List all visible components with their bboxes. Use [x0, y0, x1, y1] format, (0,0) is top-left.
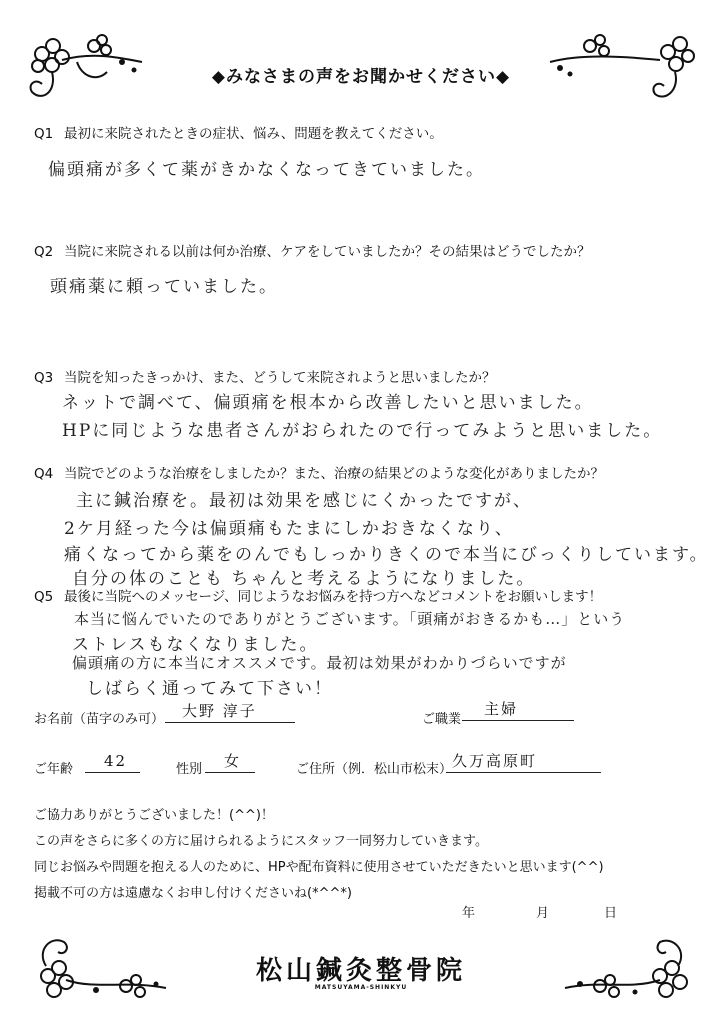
closing-line-4: 掲載不可の方は遠慮なくお申し付けくださいね(*^^*) — [34, 886, 352, 901]
question-number: Q5 — [34, 589, 54, 605]
age-underline — [85, 772, 140, 773]
name-underline — [165, 722, 295, 723]
name-label: お名前（苗字のみ可） — [34, 712, 165, 727]
gender-label: 性別 — [176, 762, 203, 777]
answer-4-line-3: 痛くなってから薬をのんでもしっかりきくので本当にびっくりしています。 — [64, 545, 709, 565]
answer-4-line-4: 自分の体のことも ちゃんと考えるようになりました。 — [72, 569, 536, 589]
page-title: ◆みなさまの声をお聞かせください◆ — [211, 67, 511, 87]
address-label: ご住所（例．松山市松末） — [296, 762, 453, 777]
occupation-underline — [462, 720, 574, 721]
question-5 — [34, 585, 602, 605]
age-value: 42 — [104, 752, 128, 770]
address-value: 久万高原町 — [452, 752, 538, 770]
answer-3-line-1: ネットで調べて、偏頭痛を根本から改善したいと思いました。 — [62, 393, 594, 413]
clinic-logo-name: 松山鍼灸整骨院 — [255, 956, 466, 986]
question-number: Q4 — [34, 466, 54, 482]
question-number: Q2 — [34, 244, 54, 260]
occupation-value: 主婦 — [484, 700, 519, 718]
answer-4-line-2: 2ケ月経った今は偏頭痛もたまにしかおきなくなり、 — [64, 519, 514, 539]
clinic-logo-romaji: MATSUYAMA-SHINKYU — [314, 984, 408, 991]
question-number: Q1 — [34, 126, 54, 142]
question-text: 当院に来院される以前は何か治療、ケアをしていましたか？その結果はどうでしたか？ — [64, 244, 591, 260]
date-day: 日 — [604, 906, 618, 921]
answer-5-line-4: しばらく通ってみて下さい！ — [86, 679, 333, 699]
question-1 — [34, 122, 443, 142]
closing-line-2: この声をさらに多くの方に届けられるようにスタッフ一同努力していきます。 — [34, 834, 488, 849]
question-text: 当院を知ったきっかけ、また、どうして来院されようと思いましたか？ — [64, 370, 496, 386]
age-label: ご年齢 — [34, 762, 74, 777]
date-year: 年 — [462, 906, 476, 921]
answer-5-line-1: 本当に悩んでいたのでありがとうございます。「頭痛がおきるかも…」という — [74, 610, 626, 628]
question-4 — [34, 462, 604, 482]
answer-4-line-1: 主に鍼治療を。最初は効果を感じにくかったですが、 — [76, 491, 532, 511]
question-text: 最後に当院へのメッセージ、同じようなお悩みを持つ方へなどコメントをお願いします！ — [64, 589, 603, 605]
answer-3-line-2: HPに同じような患者さんがおられたので行ってみようと思いました。 — [62, 421, 663, 441]
question-number: Q3 — [34, 370, 54, 386]
closing-line-3: 同じお悩みや問題を抱える人のために、HPや配布資料に使用させていただきたいと思います(^^) — [34, 860, 604, 875]
address-underline — [446, 772, 601, 773]
occupation-label: ご職業 — [422, 712, 462, 727]
closing-line-1: ご協力ありがとうございました！(^^)！ — [34, 808, 274, 823]
gender-underline — [205, 772, 255, 773]
question-text: 最初に来院されたときの症状、悩み、問題を教えてください。 — [64, 126, 443, 142]
question-3 — [34, 366, 495, 386]
question-text: 当院でどのような治療をしましたか？また、治療の結果どのような変化がありましたか？ — [64, 466, 604, 482]
question-2 — [34, 240, 591, 260]
gender-value: 女 — [224, 752, 242, 770]
answer-5-line-2: ストレスもなくなりました。 — [72, 635, 319, 655]
answer-1-line-1: 偏頭痛が多くて薬がきかなくなってきていました。 — [48, 160, 485, 180]
answer-5-line-3: 偏頭痛の方に本当にオススメです。最初は効果がわかりづらいですが — [72, 654, 567, 672]
name-value: 大野 淳子 — [182, 702, 257, 720]
answer-2-line-1: 頭痛薬に頼っていました。 — [50, 277, 278, 297]
date-month: 月 — [536, 906, 550, 921]
